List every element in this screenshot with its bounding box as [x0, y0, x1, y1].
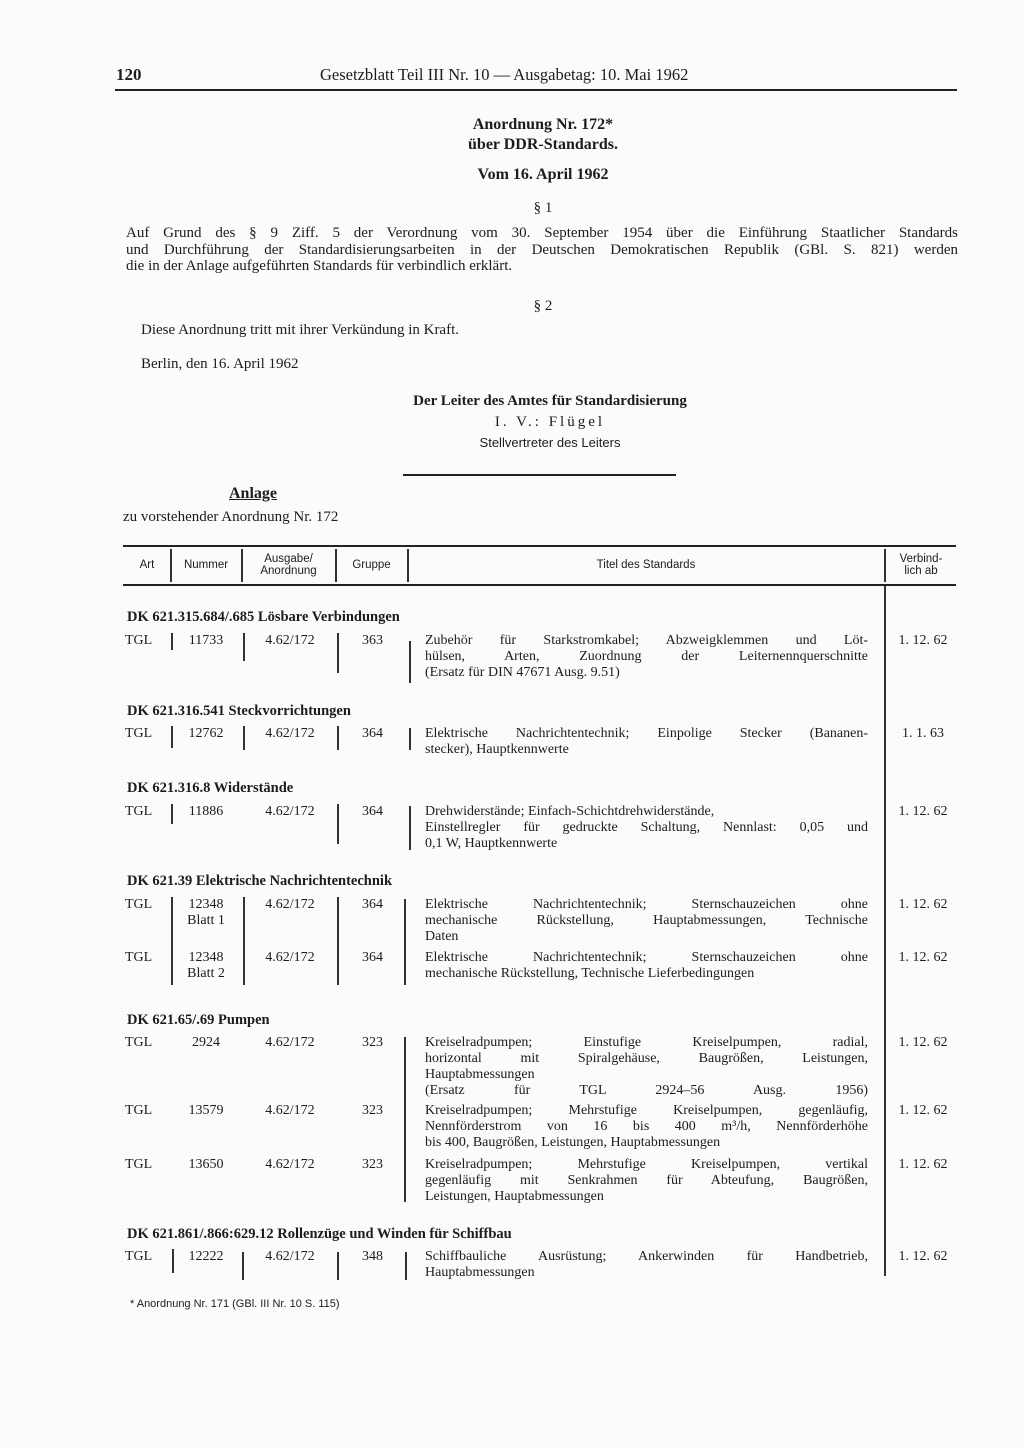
titel-line: hülsen, Arten, Zuordnung der Leiternennquerschnitte — [425, 649, 868, 664]
row-divider — [171, 804, 173, 824]
titel-line: mechanische Rückstellung, Technische Lieferbedingungen — [425, 966, 755, 981]
signature-role: Stellvertreter des Leiters — [479, 435, 621, 450]
row-divider — [171, 633, 173, 650]
cell-art: TGL — [125, 1249, 153, 1264]
running-title: Gesetzblatt Teil III Nr. 10 — Ausgabetag: 10. Mai 1962 — [320, 65, 689, 84]
cell-titel — [425, 726, 868, 758]
col-header-ausgabe-2: Anordnung — [260, 565, 317, 577]
cell-art: TGL — [125, 1103, 153, 1118]
titel-line: Drehwiderstände; Einfach-Schichtdrehwiderstände, — [425, 804, 715, 819]
signature-office: Der Leiter des Amtes für Standardisierung — [413, 393, 687, 409]
row-divider — [337, 897, 339, 985]
row-divider — [409, 641, 411, 683]
cell-gruppe: 364 — [362, 950, 383, 965]
row-divider — [337, 804, 339, 844]
cell-gruppe: 364 — [362, 726, 383, 741]
cell-gruppe: 364 — [362, 804, 383, 819]
titel-line: bis 400, Baugrößen, Leistungen, Hauptabmessungen — [425, 1135, 721, 1150]
col-header-verbindlich-2: lich ab — [904, 565, 938, 577]
cell-nummer: 12762 — [188, 726, 224, 741]
cell-titel — [425, 1157, 868, 1205]
row-divider — [404, 899, 406, 985]
cell-nummer: 11886 — [188, 804, 224, 819]
annex-subtitle: zu vorstehender Anordnung Nr. 172 — [123, 509, 339, 525]
cell-art: TGL — [125, 804, 153, 819]
titel-line: Daten — [425, 929, 459, 944]
row-divider — [409, 728, 411, 750]
titel-line: Elektrische Nachrichtentechnik; Sternschauzeichen ohne — [425, 897, 868, 912]
cell-nummer: 13579 — [188, 1103, 224, 1118]
cell-nummer — [175, 897, 237, 929]
titel-line: Kreiselradpumpen; Einstufige Kreiselpumpen, radial, — [425, 1035, 868, 1050]
cell-verbindlich: 1. 12. 62 — [898, 804, 948, 819]
titel-line: Zubehör für Starkstromkabel; Abzweigklemmen und Löt- — [425, 633, 868, 648]
titel-line: (Ersatz für DIN 47671 Ausg. 9.51) — [425, 665, 620, 680]
cell-gruppe: 364 — [362, 897, 383, 912]
titel-line: gegenläufig mit Senkrahmen für Abteufung, Baugrößen, — [425, 1173, 868, 1188]
titel-line: Elektrische Nachrichtentechnik; Sternschauzeichen ohne — [425, 950, 868, 965]
cell-verbindlich: 1. 12. 62 — [898, 1249, 948, 1264]
row-divider — [337, 633, 339, 673]
section-2-text: Diese Anordnung tritt mit ihrer Verkündung in Kraft. — [141, 322, 460, 338]
cell-nummer: 11733 — [188, 633, 224, 648]
titel-line: mechanische Rückstellung, Hauptabmessungen, Technische — [425, 913, 868, 928]
titel-line: horizontal mit Spiralgehäuse, Baugrößen, Leistungen, — [425, 1051, 868, 1066]
cell-gruppe: 363 — [362, 633, 383, 648]
header-rule — [115, 89, 957, 91]
cell-ausgabe: 4.62/172 — [265, 633, 315, 648]
cell-ausgabe: 4.62/172 — [265, 1103, 315, 1118]
cell-gruppe: 323 — [362, 1035, 383, 1050]
ordinance-subtitle: über DDR-Standards. — [468, 136, 618, 153]
nummer-line: Blatt 1 — [187, 913, 225, 928]
cell-nummer: 12222 — [188, 1249, 224, 1264]
cell-art: TGL — [125, 897, 153, 912]
cell-art: TGL — [125, 1035, 153, 1050]
row-divider — [243, 633, 245, 661]
section-1-label: § 1 — [533, 200, 553, 216]
nummer-line: 12348 — [188, 950, 224, 965]
row-divider — [404, 1037, 406, 1202]
cell-ausgabe: 4.62/172 — [265, 897, 315, 912]
cell-verbindlich: 1. 12. 62 — [898, 950, 948, 965]
cell-nummer — [175, 950, 237, 982]
col-header-nummer: Nummer — [183, 559, 229, 571]
ordinance-title: Anordnung Nr. 172* — [472, 116, 614, 133]
section-1-line: und Durchführung der Standardisierungsarbeiten in der Deutschen Demokratischen Republik (GBl. S. 821) werden — [126, 241, 958, 258]
titel-line: (Ersatz für TGL 2924–56 Ausg. 1956) — [425, 1083, 868, 1098]
titel-line: Nennförderstrom von 16 bis 400 m³/h, Nennförderhöhe — [425, 1119, 868, 1134]
cell-nummer: 2924 — [192, 1035, 220, 1050]
group-heading: DK 621.861/.866:629.12 Rollenzüge und Winden für Schiffbau — [127, 1226, 512, 1242]
divider — [403, 474, 676, 476]
titel-line: Schiffbauliche Ausrüstung; Ankerwinden für Handbetrieb, — [425, 1249, 868, 1264]
cell-titel — [425, 804, 868, 852]
cell-verbindlich: 1. 12. 62 — [898, 897, 948, 912]
cell-titel — [425, 950, 868, 982]
col-header-verbindlich — [886, 553, 956, 577]
group-heading: DK 621.39 Elektrische Nachrichtentechnik — [127, 873, 393, 889]
group-heading: DK 621.316.541 Steckvorrichtungen — [127, 703, 351, 719]
cell-art: TGL — [125, 950, 153, 965]
row-divider — [172, 1249, 174, 1273]
cell-titel — [425, 1249, 868, 1281]
cell-ausgabe: 4.62/172 — [265, 726, 315, 741]
row-divider — [405, 1252, 407, 1280]
nummer-line: 12348 — [188, 897, 224, 912]
cell-verbindlich: 1. 12. 62 — [898, 1103, 948, 1118]
annex-title: Anlage — [229, 485, 277, 502]
cell-art: TGL — [125, 1157, 153, 1172]
col-header-gruppe: Gruppe — [352, 559, 391, 571]
col-header-ausgabe-1: Ausgabe/ — [264, 553, 313, 565]
cell-verbindlich: 1. 12. 62 — [898, 1157, 948, 1172]
table-header-rule — [123, 584, 956, 586]
verbindlich-column-rule — [884, 586, 886, 1276]
row-divider — [242, 1252, 244, 1280]
cell-ausgabe: 4.62/172 — [265, 1249, 315, 1264]
ordinance-date: Vom 16. April 1962 — [477, 166, 609, 183]
table-top-rule — [123, 545, 956, 547]
cell-verbindlich: 1. 1. 63 — [902, 726, 944, 741]
titel-line: Hauptabmessungen — [425, 1067, 535, 1082]
col-header-art: Art — [139, 559, 155, 571]
page-number: 120 — [116, 65, 142, 84]
cell-gruppe: 323 — [362, 1157, 383, 1172]
signature-name: I. V.: Flügel — [494, 414, 606, 430]
cell-art: TGL — [125, 726, 153, 741]
titel-line: Hauptabmessungen — [425, 1265, 535, 1280]
cell-titel — [425, 1035, 868, 1099]
row-divider — [337, 1252, 339, 1280]
group-heading: DK 621.315.684/.685 Lösbare Verbindungen — [127, 609, 400, 625]
cell-ausgabe: 4.62/172 — [265, 950, 315, 965]
titel-line: Elektrische Nachrichtentechnik; Einpolige Stecker (Bananen- — [425, 726, 868, 741]
titel-line: stecker), Hauptkennwerte — [425, 742, 569, 757]
titel-line: Einstellregler für gedruckte Schaltung, Nennlast: 0,05 und — [425, 820, 868, 835]
group-heading: DK 621.316.8 Widerstände — [127, 780, 294, 796]
cell-nummer: 13650 — [188, 1157, 224, 1172]
col-header-verbindlich-1: Verbind- — [899, 553, 943, 565]
row-divider — [337, 726, 339, 750]
row-divider — [243, 726, 245, 750]
section-2-label: § 2 — [533, 298, 553, 314]
cell-art: TGL — [125, 633, 153, 648]
row-divider — [171, 726, 173, 748]
row-divider — [409, 806, 411, 850]
cell-verbindlich: 1. 12. 62 — [898, 633, 948, 648]
footnote: * Anordnung Nr. 171 (GBl. III Nr. 10 S. 115) — [130, 1298, 340, 1310]
cell-ausgabe: 4.62/172 — [265, 1157, 315, 1172]
cell-gruppe: 348 — [362, 1249, 383, 1264]
titel-line: Leistungen, Hauptabmessungen — [425, 1189, 604, 1204]
row-divider — [243, 897, 245, 985]
col-header-titel: Titel des Standards — [596, 559, 696, 571]
cell-titel — [425, 897, 868, 945]
place-date: Berlin, den 16. April 1962 — [141, 356, 299, 372]
cell-titel — [425, 633, 868, 681]
titel-line: Kreiselradpumpen; Mehrstufige Kreiselpumpen, gegenläufig, — [425, 1103, 868, 1118]
cell-ausgabe: 4.62/172 — [265, 1035, 315, 1050]
cell-verbindlich: 1. 12. 62 — [898, 1035, 948, 1050]
nummer-line: Blatt 2 — [187, 966, 225, 981]
section-1-line: Auf Grund des § 9 Ziff. 5 der Verordnung vom 30. September 1954 über die Einführung Staatlicher Standards — [126, 225, 958, 241]
titel-line: 0,1 W, Hauptkennwerte — [425, 836, 558, 851]
col-header-ausgabe — [243, 553, 334, 577]
cell-titel — [425, 1103, 868, 1151]
group-heading: DK 621.65/.69 Pumpen — [127, 1012, 270, 1028]
row-divider — [171, 897, 173, 985]
titel-line: Kreiselradpumpen; Mehrstufige Kreiselpumpen, vertikal — [425, 1157, 868, 1172]
section-1-text — [126, 225, 958, 275]
cell-ausgabe: 4.62/172 — [265, 804, 315, 819]
cell-gruppe: 323 — [362, 1103, 383, 1118]
section-1-line: die in der Anlage aufgeführten Standards für verbindlich erklärt. — [126, 258, 513, 274]
